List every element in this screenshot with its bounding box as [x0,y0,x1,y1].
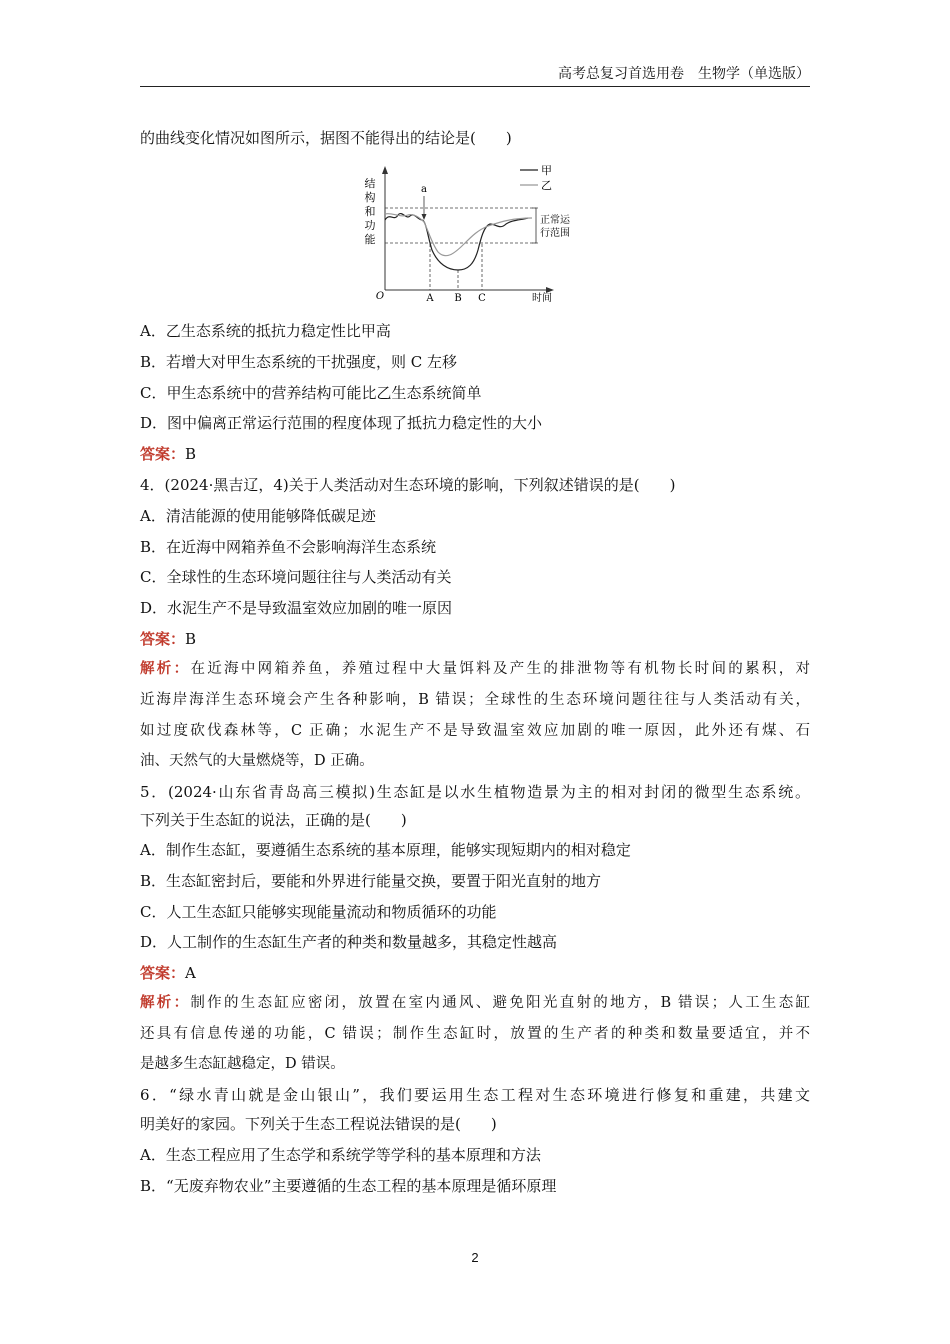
range-label-2: 行范围 [540,228,570,239]
curve-yi [385,214,532,256]
q3-option-a: A．乙生态系统的抵抗力稳定性比甲高 [140,322,391,340]
q3-answer-value: B [185,445,197,463]
q3-option-c: C．甲生态系统中的营养结构可能比乙生态系统简单 [140,384,482,402]
curve-jia [385,214,528,270]
origin-label: O [375,291,385,302]
q4-option-a: A．清洁能源的使用能够降低碳足迹 [140,507,376,525]
tick-C: C [478,293,486,304]
q4-analysis-4: 油、天然气的大量燃烧等，D 正确。 [140,753,374,769]
q3-answer-label: 答案： [140,445,186,463]
y-label-2: 构 [364,191,376,204]
marker-a: a [421,184,427,195]
q4-analysis-text-1: 在近海中网箱养鱼，养殖过程中大量饵料及产生的排泄物等有机物长时间的累积，对 [190,661,811,677]
q5-stem-1: 5．(2024·山东省青岛高三模拟)生态缸是以水生植物造景为主的相对封闭的微型生态系统。 [140,783,810,801]
legend-yi: 乙 [541,179,552,192]
q5-analysis-label: 解析： [140,994,191,1011]
q6-option-b: B．“无废弃物农业”主要遵循的生态工程的基本原理是循环原理 [140,1177,557,1195]
q5-analysis-2: 还具有信息传递的功能，C 错误；制作生态缸时，放置的生产者的种类和数量要适宜，并不 [140,1026,810,1042]
q4-answer-value: B [185,630,197,648]
y-label-1: 结 [364,177,376,190]
q5-answer-value: A [185,964,196,982]
q5-option-d: D．人工制作的生态缸生产者的种类和数量越多，其稳定性越高 [140,933,558,951]
q5-option-c: C．人工生态缸只能够实现能量流动和物质循环的功能 [140,903,497,921]
q4-analysis-3: 如过度砍伐森林等，C 正确；水泥生产不是导致温室效应加剧的唯一原因，此外还有煤、石 [140,723,810,739]
q4-analysis-1 [140,659,810,679]
q5-analysis-text-1: 制作的生态缸应密闭，放置在室内通风、避免阳光直射的地方，B 错误；人工生态缸 [190,995,811,1011]
page-header [140,64,810,87]
page-number: 2 [471,1250,479,1265]
range-label-1: 正常运 [540,215,570,226]
q5-answer-label: 答案： [140,964,186,982]
q3-option-b: B．若增大对甲生态系统的干扰强度，则 C 左移 [140,353,458,371]
q4-analysis-2: 近海岸海洋生态环境会产生各种影响，B 错误；全球性的生态环境问题往往与人类活动有关， [140,692,810,708]
q6-stem-1: 6．“绿水青山就是金山银山”，我们要运用生态工程对生态环境进行修复和重建，共建文 [140,1086,810,1104]
q4-answer-label: 答案： [140,630,186,648]
q5-analysis-3: 是越多生态缸越稳定，D 错误。 [140,1056,345,1072]
q5-answer [140,963,196,983]
q6-option-a: A．生态工程应用了生态学和系统学等学科的基本原理和方法 [140,1146,541,1164]
q4-option-c: C．全球性的生态环境问题往往与人类活动有关 [140,568,452,586]
q3-stem: 的曲线变化情况如图所示，据图不能得出的结论是( ) [140,129,512,147]
q4-answer [140,629,196,649]
q4-analysis-label: 解析： [140,660,191,677]
legend-jia: 甲 [541,164,552,177]
q3-answer [140,444,196,464]
q4-stem: 4．(2024·黑吉辽，4)关于人类活动对生态环境的影响，下列叙述错误的是( ) [140,476,676,494]
y-label-3: 和 [364,205,376,218]
y-axis-arrow [382,166,388,174]
q6-stem-2: 明美好的家园。下列关于生态工程说法错误的是( ) [140,1115,497,1133]
q5-analysis-1 [140,993,810,1013]
y-label-5: 能 [364,233,376,246]
q3-option-d: D．图中偏离正常运行范围的程度体现了抵抗力稳定性的大小 [140,414,543,432]
q5-option-a: A．制作生态缸，要遵循生态系统的基本原理，能够实现短期内的相对稳定 [140,841,631,859]
marker-a-arrowhead [422,214,427,220]
tick-A: A [426,293,434,304]
q4-option-d: D．水泥生产不是导致温室效应加剧的唯一原因 [140,599,453,617]
header-title: 高考总复习首选用卷 生物学（单选版） [558,66,810,82]
x-label: 时间 [532,293,552,304]
y-label-4: 功 [364,219,376,232]
tick-B: B [454,293,462,304]
range-bracket [532,208,536,243]
q5-stem-2: 下列关于生态缸的说法，正确的是( ) [140,811,407,829]
q4-option-b: B．在近海中网箱养鱼不会影响海洋生态系统 [140,538,437,556]
stability-figure [360,160,590,308]
q5-option-b: B．生态缸密封后，要能和外界进行能量交换，要置于阳光直射的地方 [140,872,602,890]
